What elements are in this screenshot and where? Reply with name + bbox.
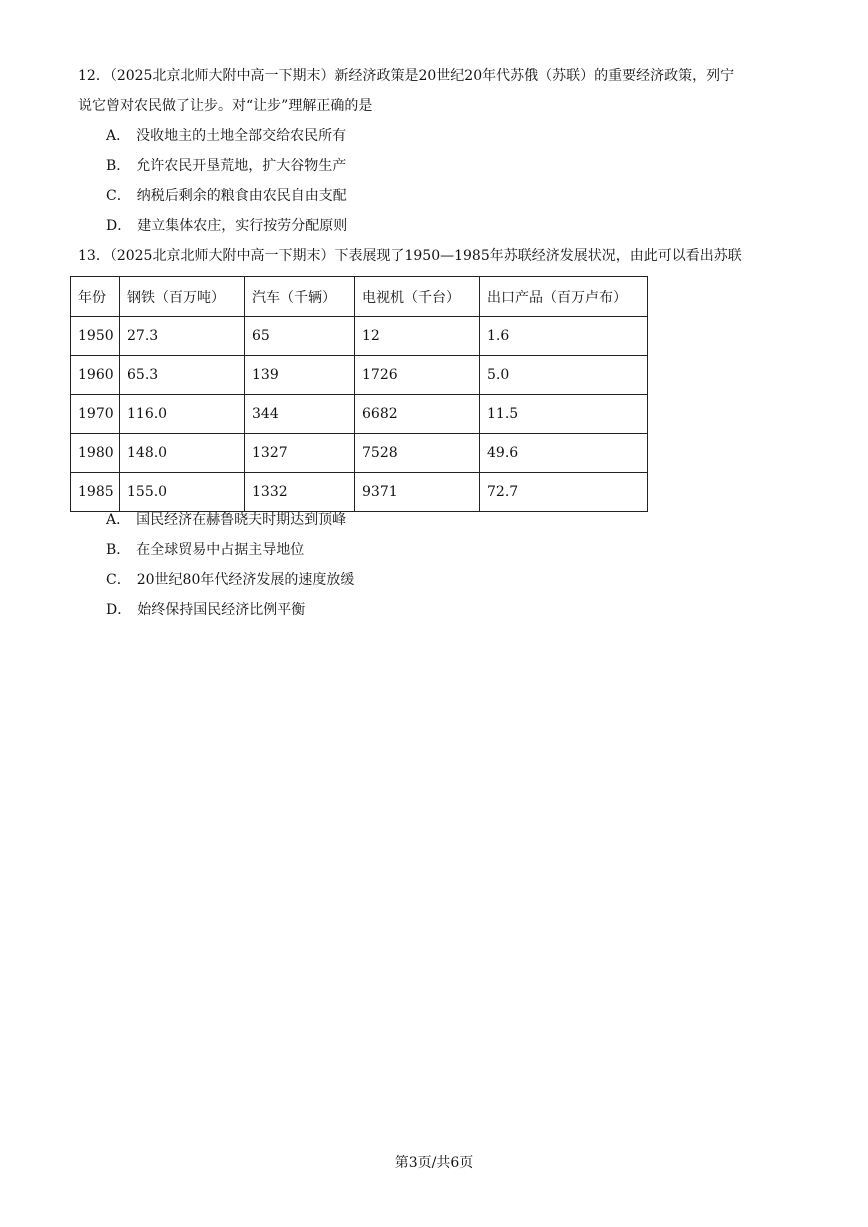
- option-text: 没收地主的土地全部交给农民所有: [136, 128, 347, 144]
- cell-exports: 72.7: [480, 473, 648, 512]
- option-text: 建立集体农庄，实行按劳分配原则: [137, 218, 348, 234]
- cell-cars: 1327: [245, 434, 355, 473]
- cell-cars: 65: [245, 317, 355, 356]
- header-steel: 钢铁（百万吨）: [120, 277, 245, 317]
- q13-option-a[interactable]: [106, 510, 346, 530]
- q13-option-d[interactable]: [106, 600, 305, 620]
- table-row: [71, 317, 648, 356]
- q12-source: （2025北京北师大附中高一下期末）: [109, 68, 335, 84]
- q12-stem-line1: [78, 66, 734, 86]
- table-row: [71, 395, 648, 434]
- cell-steel: 148.0: [120, 434, 245, 473]
- cell-steel: 27.3: [120, 317, 245, 356]
- table-row: [71, 473, 648, 512]
- q12-option-b[interactable]: [106, 156, 346, 176]
- header-tv: 电视机（千台）: [355, 277, 480, 317]
- option-letter: C．: [106, 572, 131, 588]
- table-row: [71, 356, 648, 395]
- cell-year: 1985: [71, 473, 120, 512]
- table-header-row: [71, 277, 648, 317]
- option-letter: A．: [106, 512, 131, 528]
- cell-steel: 155.0: [120, 473, 245, 512]
- option-text: 始终保持国民经济比例平衡: [137, 602, 306, 618]
- option-text: 20世纪80年代经济发展的速度放缓: [136, 572, 355, 588]
- q12-option-c[interactable]: [106, 186, 347, 206]
- header-cars: 汽车（千辆）: [245, 277, 355, 317]
- table-row: [71, 434, 648, 473]
- header-exports: 出口产品（百万卢布）: [480, 277, 648, 317]
- option-text: 纳税后剩余的粮食由农民自由支配: [136, 188, 347, 204]
- cell-exports: 1.6: [480, 317, 648, 356]
- q12-option-d[interactable]: [106, 216, 347, 236]
- cell-year: 1960: [71, 356, 120, 395]
- cell-tv: 7528: [355, 434, 480, 473]
- option-letter: D．: [106, 218, 132, 234]
- q13-stem: [78, 246, 742, 266]
- cell-tv: 9371: [355, 473, 480, 512]
- cell-cars: 139: [245, 356, 355, 395]
- option-text: 允许农民开垦荒地，扩大谷物生产: [136, 158, 347, 174]
- q12-stem-line2: 说它曾对农民做了让步。对“让步”理解正确的是: [78, 98, 373, 114]
- option-text: 国民经济在赫鲁晓夫时期达到顶峰: [136, 512, 347, 528]
- cell-exports: 49.6: [480, 434, 648, 473]
- cell-year: 1950: [71, 317, 120, 356]
- q12-stem-text: 新经济政策是20世纪20年代苏俄（苏联）的重要经济政策，列宁: [334, 68, 735, 84]
- q13-source: （2025北京北师大附中高一下期末）: [109, 248, 335, 264]
- cell-steel: 116.0: [120, 395, 245, 434]
- soviet-economy-table: [70, 276, 648, 512]
- cell-year: 1970: [71, 395, 120, 434]
- q13-stem-text: 下表展现了1950—1985年苏联经济发展状况，由此可以看出苏联: [334, 248, 742, 264]
- option-letter: B．: [106, 542, 131, 558]
- option-text: 在全球贸易中占据主导地位: [136, 542, 305, 558]
- option-letter: D．: [106, 602, 132, 618]
- cell-cars: 344: [245, 395, 355, 434]
- page-number: 第3页/共6页: [394, 1155, 474, 1171]
- cell-exports: 5.0: [480, 356, 648, 395]
- cell-exports: 11.5: [480, 395, 648, 434]
- option-letter: C．: [106, 188, 131, 204]
- q13-number: 13．: [78, 248, 110, 264]
- cell-tv: 12: [355, 317, 480, 356]
- header-year: 年份: [71, 277, 120, 317]
- q12-option-a[interactable]: [106, 126, 346, 146]
- cell-tv: 6682: [355, 395, 480, 434]
- cell-year: 1980: [71, 434, 120, 473]
- q13-option-b[interactable]: [106, 540, 304, 560]
- option-letter: A．: [106, 128, 131, 144]
- cell-cars: 1332: [245, 473, 355, 512]
- cell-tv: 1726: [355, 356, 480, 395]
- cell-steel: 65.3: [120, 356, 245, 395]
- q13-option-c[interactable]: [106, 570, 354, 590]
- option-letter: B．: [106, 158, 131, 174]
- q12-number: 12．: [78, 68, 110, 84]
